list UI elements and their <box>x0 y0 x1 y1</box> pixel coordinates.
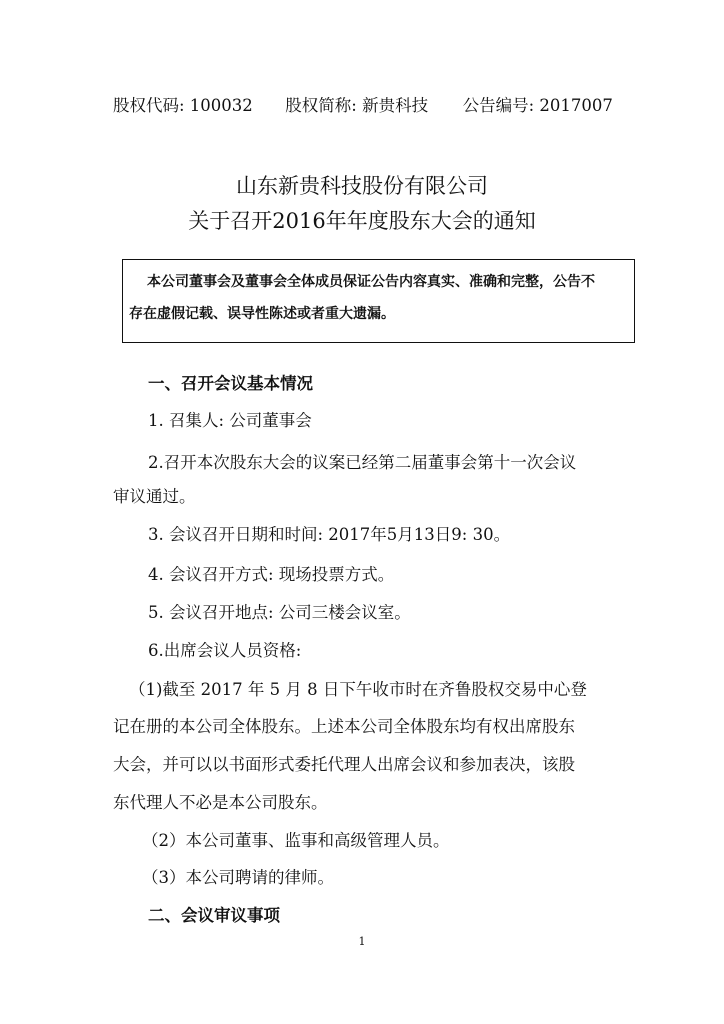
section-2-heading: 二、会议审议事项 <box>148 906 280 925</box>
page-number: 1 <box>358 935 366 948</box>
disclaimer-box <box>122 259 635 343</box>
notice-number: 公告编号: 2017007 <box>462 96 613 115</box>
disclaimer-line-2: 存在虚假记载、误导性陈述或者重大遗漏。 <box>129 306 395 322</box>
header-line <box>113 96 613 116</box>
sub-item-1-line-4: 东代理人不必是本公司股东。 <box>113 793 328 812</box>
stock-code: 股权代码: 100032 <box>113 96 253 115</box>
item-2-line-2: 审议通过。 <box>113 487 196 506</box>
sub-item-3: （3）本公司聘请的律师。 <box>142 868 334 887</box>
company-title: 山东新贵科技股份有限公司 <box>236 174 488 198</box>
notice-subject-title: 关于召开2016年年度股东大会的通知 <box>188 209 536 233</box>
item-6: 6.出席会议人员资格: <box>148 641 302 660</box>
item-4: 4. 会议召开方式: 现场投票方式。 <box>148 565 395 584</box>
item-1: 1. 召集人: 公司董事会 <box>148 411 312 430</box>
sub-item-1-line-1: （1)截至 2017 年 5 月 8 日下午收市时在齐鲁股权交易中心登 <box>129 680 587 699</box>
disclaimer-line-1: 本公司董事会及董事会全体成员保证公告内容真实、准确和完整，公告不 <box>147 274 595 290</box>
item-3: 3. 会议召开日期和时间: 2017年5月13日9: 30。 <box>148 525 511 544</box>
item-5: 5. 会议召开地点: 公司三楼会议室。 <box>148 603 411 622</box>
sub-item-2: （2）本公司董事、监事和高级管理人员。 <box>142 831 450 850</box>
stock-short-name: 股权简称: 新贵科技 <box>285 96 429 115</box>
section-1-heading: 一、召开会议基本情况 <box>148 374 313 393</box>
sub-item-1-line-2: 记在册的本公司全体股东。上述本公司全体股东均有权出席股东 <box>113 717 575 736</box>
item-2-line-1: 2.召开本次股东大会的议案已经第二届董事会第十一次会议 <box>148 453 577 472</box>
sub-item-1-line-3: 大会，并可以以书面形式委托代理人出席会议和参加表决，该股 <box>113 755 575 774</box>
